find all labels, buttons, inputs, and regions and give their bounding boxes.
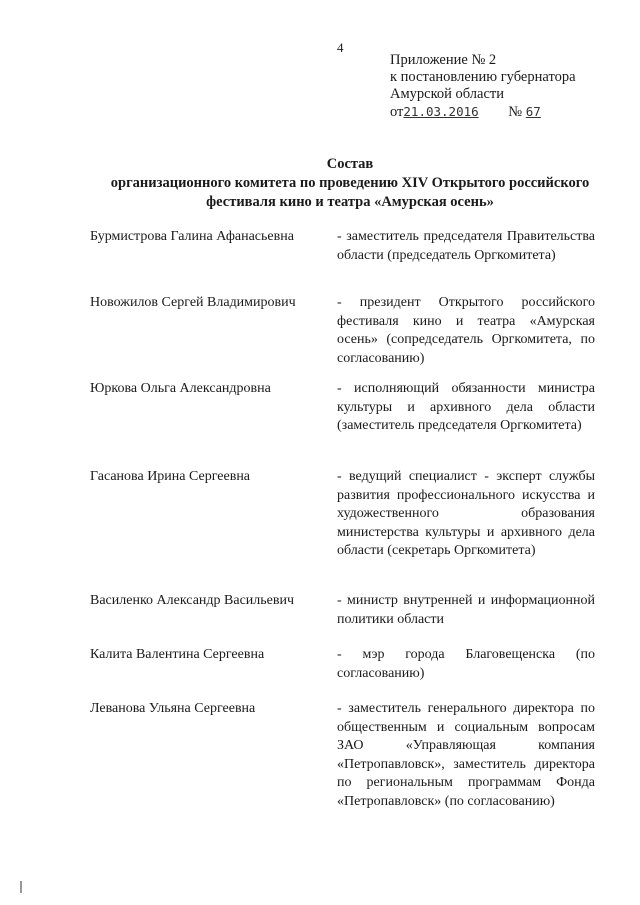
member-role: - ведущий специалист - эксперт службы развития профессионального искусства и художественного образования министерства культуры и архивного дела области (секретарь Оргкомитета) (337, 469, 595, 558)
member-role: - министр внутренней и информационной политики области (337, 593, 595, 627)
scan-artifact (20, 881, 22, 893)
member-name: Бурмистрова Галина Афанасьевна (90, 229, 294, 244)
page-number: 4 (337, 40, 344, 55)
appendix-line-1: Приложение № 2 (390, 52, 497, 68)
member-role: - президент Открытого российского фестиваля кино и театра «Амурская осень» (сопредседатель Оргкомитета, по согласованию) (337, 295, 595, 366)
member-role: - исполняющий обязанности министра культуры и архивного дела области (заместитель председателя Оргкомитета) (337, 381, 595, 433)
member-name: Новожилов Сергей Владимирович (90, 295, 296, 310)
member-role: - заместитель генерального директора по общественным и социальным вопросам ЗАО «Управляющая компания «Петропавловск», заместитель директора по региональным программам Фонда «Петропавловск» (по согласованию) (337, 701, 595, 809)
member-name: Юркова Ольга Александровна (90, 381, 271, 396)
title-line-1: Состав (326, 156, 374, 172)
title-line-2: организационного комитета по проведению XIV Открытого российского (110, 175, 590, 191)
decree-date: 21.03.2016 (403, 104, 479, 119)
document-title (60, 155, 640, 212)
member-name: Леванова Ульяна Сергеевна (90, 701, 256, 716)
appendix-line-3: Амурской области (390, 86, 504, 102)
date-prefix: от (390, 104, 404, 120)
member-name: Василенко Александр Васильевич (90, 593, 295, 608)
appendix-line-2: к постановлению губернатора (390, 69, 576, 85)
appendix-ref-line (390, 103, 576, 121)
decree-number: 67 (525, 104, 541, 119)
appendix-block (390, 52, 576, 121)
member-role: - мэр города Благовещенска (по согласованию) (337, 647, 595, 681)
member-name: Гасанова Ирина Сергеевна (90, 469, 251, 484)
member-role: - заместитель председателя Правительства области (председатель Оргкомитета) (337, 229, 595, 263)
member-name: Калита Валентина Сергеевна (90, 647, 265, 662)
title-line-3: фестиваля кино и театра «Амурская осень» (206, 194, 494, 210)
number-label: № (508, 104, 523, 120)
